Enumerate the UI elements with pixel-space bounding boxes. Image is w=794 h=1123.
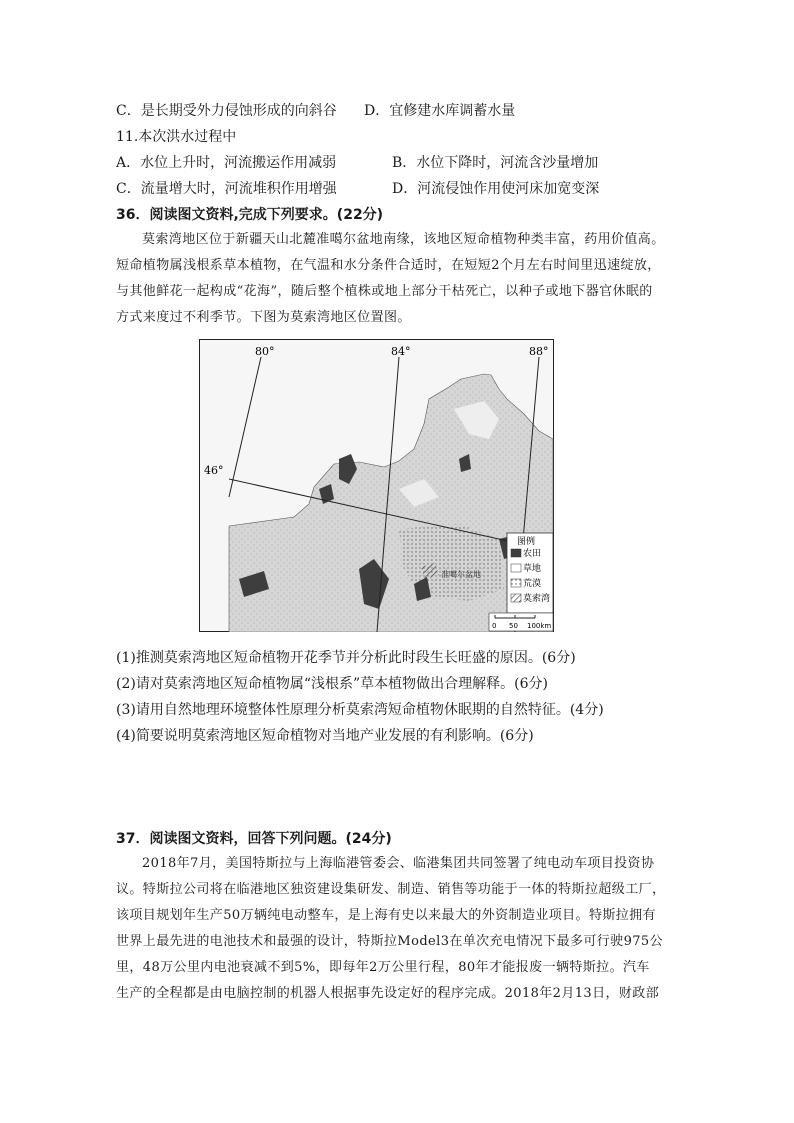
q37-para-line: 里，48万公里内电池衰减不到5%，即每年2万公里行程，80年才能报废一辆特斯拉。汽车 — [116, 960, 650, 975]
q36-para-line: 短命植物属浅根系草本植物，在气温和水分条件合适时，在短短2个月左右时间里迅速绽放， — [116, 258, 661, 273]
q36-paragraph — [116, 227, 682, 331]
q36-sub-question-2: (2)请对莫索湾地区短命植物属“浅根系”草本植物做出合理解释。(6分) — [116, 676, 548, 692]
map-legend — [507, 533, 553, 613]
svg-text:100km: 100km — [527, 622, 552, 630]
q37-para-line: 议。特斯拉公司将在临港地区独资建设集研发、制造、销售等功能于一体的特斯拉超级工厂， — [116, 882, 666, 897]
lon-label-84: 84° — [391, 345, 411, 358]
q11-option-d: D．河流侵蚀作用使河床加宽变深 — [392, 181, 600, 197]
legend-swatch-desert — [511, 579, 521, 587]
q36-sub-question-3: (3)请用自然地理环境整体性原理分析莫索湾短命植物休眠期的自然特征。(4分) — [116, 702, 604, 718]
legend-swatch-grassland — [511, 564, 521, 572]
svg-text:0: 0 — [492, 622, 497, 630]
lat-label-46: 46° — [204, 464, 224, 477]
q10-option-c: C．是长期受外力侵蚀形成的向斜谷 — [116, 103, 337, 119]
q36-para-line: 莫索湾地区位于新疆天山北麓准噶尔盆地南缘，该地区短命植物种类丰富，药用价值高。 — [142, 232, 665, 247]
q11-option-b: B．水位下降时，河流含沙量增加 — [392, 155, 599, 171]
q36-title: 36．阅读图文资料,完成下列要求。(22分) — [116, 207, 384, 223]
q11-stem: 11.本次洪水过程中 — [116, 129, 237, 145]
q37-paragraph — [116, 851, 682, 1007]
q36-sub-question-4: (4)简要说明莫索湾地区短命植物对当地产业发展的有利影响。(6分) — [116, 728, 534, 744]
q37-title: 37．阅读图文资料，回答下列问题。(24分) — [116, 831, 392, 847]
mosuowan-location-map — [199, 339, 554, 632]
q36-sub-question-1: (1)推测莫索湾地区短命植物开花季节并分析此时段生长旺盛的原因。(6分) — [116, 650, 576, 666]
q37-para-line: 2018年7月，美国特斯拉与上海临港管委会、临港集团共同签署了纯电动车项目投资协 — [142, 856, 655, 871]
scale-bar — [489, 613, 553, 631]
q36-para-line: 与其他鲜花一起构成“花海”，随后整个植株或地上部分干枯死亡，以种子或地下器官休眠的 — [116, 284, 653, 299]
lon-label-80: 80° — [255, 345, 275, 358]
legend-label-grassland: 草地 — [523, 564, 542, 574]
legend-swatch-farmland — [511, 549, 521, 557]
q37-para-line: 该项目规划年生产50万辆纯电动整车，是上海有史以来最大的外资制造业项目。特斯拉拥有 — [116, 908, 656, 923]
q36-para-line: 方式来度过不利季节。下图为莫索湾地区位置图。 — [116, 310, 411, 325]
svg-text:50: 50 — [509, 622, 518, 630]
basin-label: 准噶尔盆地 — [441, 570, 481, 579]
q11-option-a: A．水位上升时，河流搬运作用减弱 — [116, 155, 337, 171]
q37-para-line: 生产的全程都是由电脑控制的机器人根据事先设定好的程序完成。2018年2月13日，财政部 — [116, 986, 660, 1001]
q37-para-line: 世界上最先进的电池技术和最强的设计，特斯拉Model3在单次充电情况下最多可行驶975公 — [116, 934, 663, 949]
q10-option-d: D．宜修建水库调蓄水量 — [364, 103, 516, 119]
lon-label-88: 88° — [529, 345, 549, 358]
legend-label-farmland: 农田 — [523, 549, 542, 559]
legend-title: 图例 — [517, 537, 536, 547]
q11-option-c: C．流量增大时，河流堆积作用增强 — [116, 181, 337, 197]
legend-label-mosuowan: 莫索湾 — [523, 594, 551, 604]
legend-swatch-mosuowan — [511, 594, 521, 602]
legend-label-desert: 荒漠 — [523, 579, 542, 589]
